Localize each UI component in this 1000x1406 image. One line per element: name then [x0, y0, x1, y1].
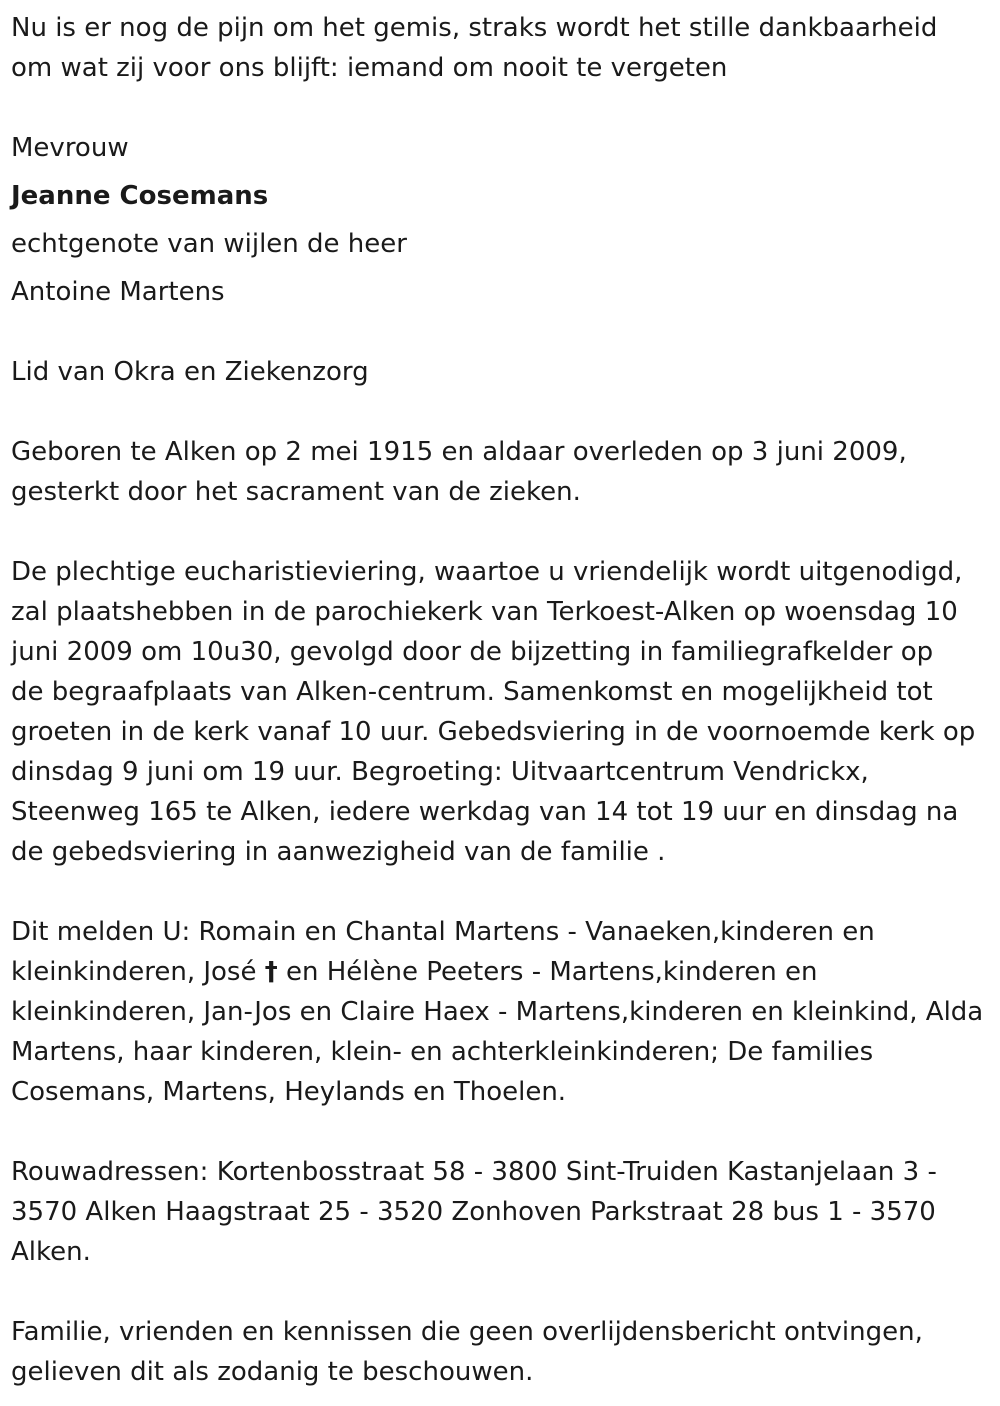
deceased-name: Jeanne Cosemans: [11, 181, 269, 211]
ceremony-line: groeten in de kerk vanaf 10 uur. Gebedsviering in de voornoemde kerk op: [11, 717, 976, 747]
family-line: [11, 952, 991, 992]
birth-death-line: Geboren te Alken op 2 mei 1915 en aldaar overleden op 3 juni 2009,: [11, 437, 907, 467]
deceased-block: [11, 128, 991, 312]
birth-death-paragraph: [11, 432, 991, 512]
closing-line: gelieven dit als zodanig te beschouwen.: [11, 1357, 534, 1387]
address-line: Rouwadressen: Kortenbosstraat 58 - 3800 Sint-Truiden Kastanjelaan 3 -: [11, 1157, 937, 1187]
family-line: Cosemans, Martens, Heylands en Thoelen.: [11, 1077, 567, 1107]
closing-line: Familie, vrienden en kennissen die geen overlijdensbericht ontvingen,: [11, 1317, 923, 1347]
ceremony-line: de gebedsviering in aanwezigheid van de familie .: [11, 837, 666, 867]
ceremony-line: Steenweg 165 te Alken, iedere werkdag van 14 tot 19 uur en dinsdag na: [11, 797, 959, 827]
family-line: Dit melden U: Romain en Chantal Martens - Vanaeken,kinderen en: [11, 917, 875, 947]
birth-death-line: gesterkt door het sacrament van de zieken.: [11, 477, 581, 507]
family-line-text: kleinkinderen, José: [11, 957, 265, 987]
obituary-notice: [11, 8, 991, 1392]
family-line: kleinkinderen, Jan-Jos en Claire Haex - Martens,kinderen en kleinkind, Alda: [11, 997, 984, 1027]
membership-text: Lid van Okra en Ziekenzorg: [11, 357, 369, 387]
intro-quote-line: Nu is er nog de pijn om het gemis, straks wordt het stille dankbaarheid: [11, 13, 938, 43]
ceremony-paragraph: [11, 552, 991, 872]
relation-text: echtgenote van wijlen de heer: [11, 229, 407, 259]
ceremony-line: dinsdag 9 juni om 19 uur. Begroeting: Uitvaartcentrum Vendrickx,: [11, 757, 869, 787]
ceremony-line: juni 2009 om 10u30, gevolgd door de bijzetting in familiegrafkelder op: [11, 637, 934, 667]
salutation: Mevrouw: [11, 133, 129, 163]
closing-paragraph: [11, 1312, 991, 1392]
addresses-paragraph: [11, 1152, 991, 1272]
address-line: 3570 Alken Haagstraat 25 - 3520 Zonhoven Parkstraat 28 bus 1 - 3570: [11, 1197, 936, 1227]
address-line: Alken.: [11, 1237, 91, 1267]
ceremony-line: De plechtige eucharistieviering, waartoe u vriendelijk wordt uitgenodigd,: [11, 557, 963, 587]
cross-icon: †: [264, 957, 278, 987]
family-paragraph: [11, 912, 991, 1112]
ceremony-line: zal plaatshebben in de parochiekerk van Terkoest-Alken op woensdag 10: [11, 597, 958, 627]
intro-quote: [11, 8, 991, 88]
family-line-text: en Hélène Peeters - Martens,kinderen en: [277, 957, 818, 987]
family-line: Martens, haar kinderen, klein- en achterkleinkinderen; De families: [11, 1037, 874, 1067]
ceremony-line: de begraafplaats van Alken-centrum. Samenkomst en mogelijkheid tot: [11, 677, 933, 707]
spouse-name: Antoine Martens: [11, 277, 225, 307]
intro-quote-line: om wat zij voor ons blijft: iemand om nooit te vergeten: [11, 53, 728, 83]
